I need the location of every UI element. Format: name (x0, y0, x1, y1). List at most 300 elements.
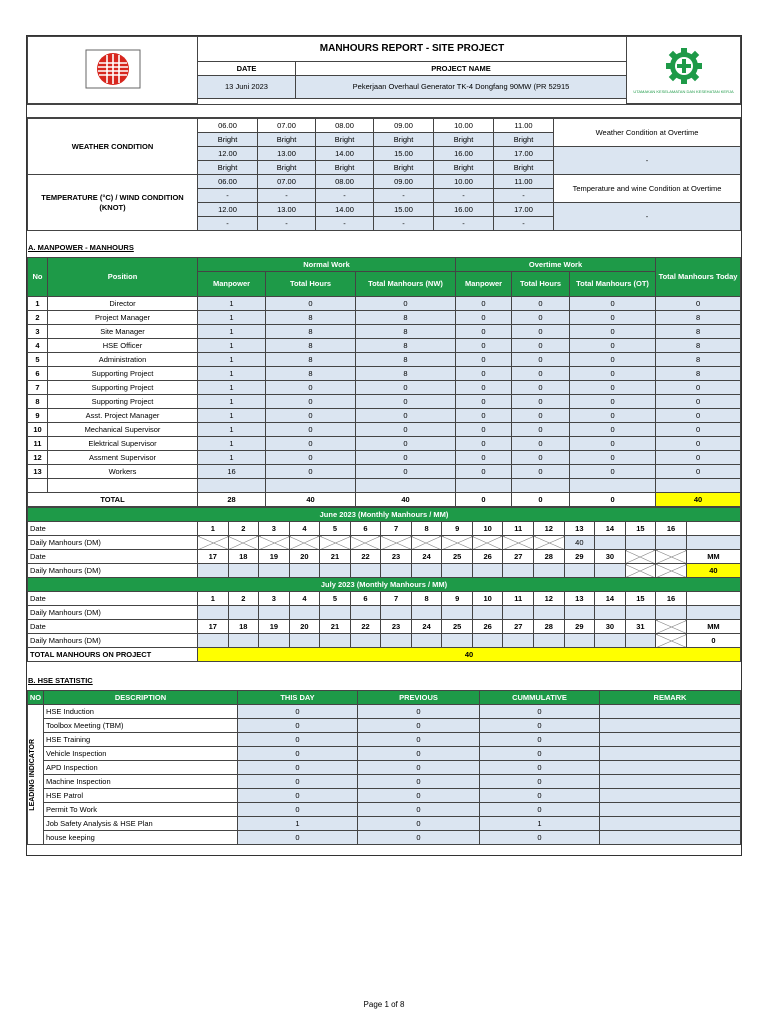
temp-time: 13.00 (258, 203, 316, 217)
daily-manhours-value (595, 536, 626, 550)
day-number: 17 (198, 620, 229, 634)
section-manpower-title: A. MANPOWER - MANHOURS (28, 243, 134, 252)
row-total-ot: 0 (570, 367, 656, 381)
daily-manhours-value (289, 634, 320, 648)
day-number: 26 (472, 550, 503, 564)
weather-condition: Bright (434, 133, 494, 147)
total-project-value: 40 (198, 648, 741, 662)
weather-condition: Bright (258, 161, 316, 175)
daily-manhours-value (350, 536, 381, 550)
temp-time: 10.00 (434, 175, 494, 189)
hse-cumulative: 0 (480, 803, 600, 817)
leading-indicator-cell (28, 705, 44, 845)
hse-this-day: 0 (238, 831, 358, 845)
day-number: 11 (503, 592, 534, 606)
daily-manhours-value (534, 634, 565, 648)
temp-value: - (258, 189, 316, 203)
mm-label: MM (686, 620, 740, 634)
row-manpower: 1 (198, 367, 266, 381)
temp-time: 12.00 (198, 203, 258, 217)
temp-value: - (258, 217, 316, 231)
row-total-hours-ot: 0 (512, 381, 570, 395)
row-total-today: 8 (656, 367, 741, 381)
daily-manhours-value (259, 634, 290, 648)
temp-time: 15.00 (374, 203, 434, 217)
row-total-hours: 8 (266, 325, 356, 339)
hse-previous: 0 (358, 733, 480, 747)
temperature-label: TEMPERATURE (°C) / WIND CONDITION (KNOT) (28, 175, 198, 231)
month-title-row (28, 578, 741, 592)
temp-overtime-value: - (554, 203, 741, 231)
hse-this-day: 1 (238, 817, 358, 831)
day-number: 14 (595, 592, 626, 606)
hse-col-no: NO (28, 691, 44, 705)
hse-table (27, 690, 741, 845)
row-no: 6 (28, 367, 48, 381)
daily-manhours-label: Daily Manhours (DM) (28, 606, 198, 620)
row-manpower-ot: 0 (456, 325, 512, 339)
row-total-hours: 0 (266, 465, 356, 479)
hse-previous: 0 (358, 705, 480, 719)
row-total-hours-ot: 0 (512, 465, 570, 479)
daily-manhours-value (625, 606, 656, 620)
daily-manhours-value (411, 536, 442, 550)
row-manpower: 1 (198, 353, 266, 367)
row-manpower: 1 (198, 437, 266, 451)
daily-manhours-value (381, 634, 412, 648)
day-number: 26 (472, 620, 503, 634)
hse-previous: 0 (358, 775, 480, 789)
temp-value: - (198, 217, 258, 231)
row-total-ot: 0 (570, 465, 656, 479)
daily-manhours-value (472, 536, 503, 550)
date-label: DATE (198, 62, 296, 76)
weather-time: 06.00 (198, 119, 258, 133)
daily-manhours-value (472, 606, 503, 620)
hse-this-day: 0 (238, 803, 358, 817)
row-no: 8 (28, 395, 48, 409)
daily-manhours-value (625, 564, 656, 578)
weather-time: 08.00 (316, 119, 374, 133)
col-position: Position (48, 258, 198, 297)
weather-time: 17.00 (494, 147, 554, 161)
weather-table (27, 118, 741, 231)
day-number: 27 (503, 620, 534, 634)
row-total-ot: 0 (570, 311, 656, 325)
row-total-hours: 0 (266, 395, 356, 409)
row-manpower: 1 (198, 325, 266, 339)
row-position: Asst. Project Manager (48, 409, 198, 423)
row-total-today: 0 (656, 409, 741, 423)
daily-manhours-value (656, 634, 687, 648)
row-total-ot: 0 (570, 381, 656, 395)
mm-value: 0 (686, 634, 740, 648)
day-number: 6 (350, 592, 381, 606)
daily-manhours-value (595, 634, 626, 648)
daily-manhours-value (442, 606, 473, 620)
day-number: 25 (442, 620, 473, 634)
day-number: 13 (564, 592, 595, 606)
col-no: No (28, 258, 48, 297)
weather-time: 16.00 (434, 147, 494, 161)
hse-description: Vehicle Inspection (44, 747, 238, 761)
day-number: 17 (198, 550, 229, 564)
row-no: 1 (28, 297, 48, 311)
row-manpower-ot: 0 (456, 297, 512, 311)
day-number: 30 (595, 620, 626, 634)
hse-description: Permit To Work (44, 803, 238, 817)
day-number: 27 (503, 550, 534, 564)
day-number: 12 (534, 592, 565, 606)
report-sheet (26, 35, 742, 856)
daily-manhours-value (228, 634, 259, 648)
date-label: Date (28, 550, 198, 564)
row-manpower: 1 (198, 381, 266, 395)
weather-time: 11.00 (494, 119, 554, 133)
row-total-ot: 0 (570, 437, 656, 451)
row-manpower: 1 (198, 423, 266, 437)
row-position: Project Manager (48, 311, 198, 325)
row-total-ot: 0 (570, 423, 656, 437)
row-no: 7 (28, 381, 48, 395)
manpower-row (28, 423, 741, 437)
row-no: 13 (28, 465, 48, 479)
hse-row (28, 733, 741, 747)
weather-label: WEATHER CONDITION (28, 119, 198, 175)
day-number: 15 (625, 522, 656, 536)
row-manpower: 1 (198, 451, 266, 465)
weather-condition: Bright (494, 133, 554, 147)
daily-manhours-value (289, 536, 320, 550)
row-total-hours-ot: 0 (512, 395, 570, 409)
hse-rows (28, 705, 741, 845)
day-number: 19 (259, 550, 290, 564)
hse-cumulative: 0 (480, 775, 600, 789)
row-total-ot: 0 (570, 451, 656, 465)
hse-previous: 0 (358, 761, 480, 775)
row-total-ot: 0 (570, 353, 656, 367)
daily-manhours-value (442, 634, 473, 648)
day-number: 5 (320, 592, 351, 606)
temp-value: - (434, 217, 494, 231)
day-number: 2 (228, 592, 259, 606)
col-total-hours: Total Hours (266, 272, 356, 297)
hse-cumulative: 0 (480, 747, 600, 761)
daily-manhours-value (564, 606, 595, 620)
hse-remark (600, 705, 741, 719)
row-total-today: 8 (656, 311, 741, 325)
row-total-hours-ot: 0 (512, 339, 570, 353)
row-position: Supporting Project (48, 381, 198, 395)
row-total-ot: 0 (570, 409, 656, 423)
daily-manhours-value (350, 606, 381, 620)
temp-value: - (316, 189, 374, 203)
manpower-row (28, 325, 741, 339)
manpower-row (28, 451, 741, 465)
daily-manhours-value (595, 564, 626, 578)
hse-this-day: 0 (238, 719, 358, 733)
hse-previous: 0 (358, 831, 480, 845)
day-spacer (686, 522, 740, 536)
row-total-hours: 0 (266, 409, 356, 423)
row-no: 11 (28, 437, 48, 451)
col-total-nw: Total Manhours (NW) (356, 272, 456, 297)
header-table (27, 36, 741, 104)
day-number: 23 (381, 620, 412, 634)
date-label: Date (28, 592, 198, 606)
daily-manhours-value (198, 564, 229, 578)
row-position: Supporting Project (48, 395, 198, 409)
manpower-row (28, 297, 741, 311)
day-number: 28 (534, 620, 565, 634)
day-number: 22 (350, 620, 381, 634)
temp-time: 08.00 (316, 175, 374, 189)
row-manpower: 1 (198, 297, 266, 311)
hse-this-day: 0 (238, 761, 358, 775)
manpower-row (28, 465, 741, 479)
day-number: 6 (350, 522, 381, 536)
row-manpower: 1 (198, 339, 266, 353)
temp-time: 06.00 (198, 175, 258, 189)
weather-time: 07.00 (258, 119, 316, 133)
hse-row (28, 831, 741, 845)
col-overtime-work: Overtime Work (456, 258, 656, 272)
day-number: 25 (442, 550, 473, 564)
row-manpower-ot: 0 (456, 465, 512, 479)
row-position: Site Manager (48, 325, 198, 339)
weather-overtime-value: - (554, 147, 741, 175)
day-number: 15 (625, 592, 656, 606)
col-manpower-ot: Manpower (456, 272, 512, 297)
manpower-row (28, 395, 741, 409)
day-number: 30 (595, 550, 626, 564)
row-no: 12 (28, 451, 48, 465)
daily-manhours-value (595, 606, 626, 620)
daily-manhours-value (656, 536, 687, 550)
weather-condition: Bright (316, 161, 374, 175)
date-label: Date (28, 620, 198, 634)
row-total-hours: 0 (266, 423, 356, 437)
row-total-nw: 8 (356, 339, 456, 353)
hse-previous: 0 (358, 817, 480, 831)
row-total-hours-ot: 0 (512, 437, 570, 451)
manpower-row (28, 311, 741, 325)
weather-time: 09.00 (374, 119, 434, 133)
daily-manhours-value (198, 536, 229, 550)
temp-value: - (494, 217, 554, 231)
row-position: Administration (48, 353, 198, 367)
row-total-hours: 8 (266, 339, 356, 353)
row-manpower-ot: 0 (456, 423, 512, 437)
hse-cumulative: 0 (480, 705, 600, 719)
hse-row (28, 719, 741, 733)
daily-manhours-value (442, 536, 473, 550)
hse-description: house keeping (44, 831, 238, 845)
k3-safety-cross-icon (664, 46, 704, 86)
daily-manhours-value (259, 564, 290, 578)
hse-col-description: DESCRIPTION (44, 691, 238, 705)
leading-indicator-label: LEADING INDICATOR (29, 738, 36, 811)
row-no: 2 (28, 311, 48, 325)
day-number: 20 (289, 620, 320, 634)
manpower-row (28, 381, 741, 395)
col-total-hours-ot: Total Hours (512, 272, 570, 297)
daily-manhours-label: Daily Manhours (DM) (28, 536, 198, 550)
day-number: 1 (198, 522, 229, 536)
weather-condition: Bright (374, 133, 434, 147)
day-number: 9 (442, 592, 473, 606)
hse-cumulative: 0 (480, 789, 600, 803)
manpower-row (28, 353, 741, 367)
row-total-nw: 0 (356, 451, 456, 465)
day-number (656, 550, 687, 564)
temp-value: - (494, 189, 554, 203)
total-hours-ot: 0 (512, 493, 570, 507)
day-number: 9 (442, 522, 473, 536)
day-number: 21 (320, 620, 351, 634)
manpower-table (27, 257, 741, 507)
row-total-ot: 0 (570, 339, 656, 353)
daily-manhours-value (228, 606, 259, 620)
day-number: 7 (381, 592, 412, 606)
row-total-hours: 0 (266, 297, 356, 311)
hse-remark (600, 733, 741, 747)
weather-condition: Bright (198, 161, 258, 175)
k3-caption: UTAMAKAN KESELAMATAN DAN KESEHATAN KERJA (633, 89, 734, 94)
hse-previous: 0 (358, 719, 480, 733)
daily-manhours-value (350, 564, 381, 578)
temp-time: 17.00 (494, 203, 554, 217)
temp-value: - (434, 189, 494, 203)
total-manpower-ot: 0 (456, 493, 512, 507)
temp-value: - (198, 189, 258, 203)
hse-remark (600, 803, 741, 817)
day-number: 12 (534, 522, 565, 536)
row-total-hours-ot: 0 (512, 325, 570, 339)
k3-logo-cell (627, 37, 741, 104)
temp-time: 07.00 (258, 175, 316, 189)
row-position: Elektrical Supervisor (48, 437, 198, 451)
hse-description: HSE Induction (44, 705, 238, 719)
total-today: 40 (656, 493, 741, 507)
hse-previous: 0 (358, 789, 480, 803)
day-number: 16 (656, 592, 687, 606)
day-number: 3 (259, 592, 290, 606)
weather-condition: Bright (316, 133, 374, 147)
day-number: 4 (289, 592, 320, 606)
day-number: 22 (350, 550, 381, 564)
day-number: 29 (564, 620, 595, 634)
hse-remark (600, 775, 741, 789)
daily-manhours-value (411, 606, 442, 620)
mm-label: MM (686, 550, 740, 564)
row-total-hours: 8 (266, 353, 356, 367)
day-number: 24 (411, 550, 442, 564)
row-manpower-ot: 0 (456, 437, 512, 451)
day-number: 10 (472, 522, 503, 536)
row-total-today: 0 (656, 423, 741, 437)
daily-manhours-value (411, 634, 442, 648)
row-position: Supporting Project (48, 367, 198, 381)
daily-manhours-value (259, 536, 290, 550)
row-total-hours-ot: 0 (512, 297, 570, 311)
row-total-today: 0 (656, 395, 741, 409)
daily-manhours-value (381, 564, 412, 578)
row-no: 10 (28, 423, 48, 437)
day-number (625, 550, 656, 564)
weather-condition: Bright (374, 161, 434, 175)
total-ot: 0 (570, 493, 656, 507)
mm-value: 40 (686, 564, 740, 578)
daily-manhours-value (198, 606, 229, 620)
day-number: 28 (534, 550, 565, 564)
daily-manhours-value (320, 536, 351, 550)
total-nw: 40 (356, 493, 456, 507)
day-number: 29 (564, 550, 595, 564)
daily-manhours-value (259, 606, 290, 620)
weather-condition: Bright (198, 133, 258, 147)
row-no: 3 (28, 325, 48, 339)
day-number: 31 (625, 620, 656, 634)
row-total-hours: 8 (266, 367, 356, 381)
hse-this-day: 0 (238, 733, 358, 747)
hse-this-day: 0 (238, 789, 358, 803)
row-total-today: 0 (656, 465, 741, 479)
hse-remark (600, 831, 741, 845)
row-total-today: 8 (656, 339, 741, 353)
temp-value: - (374, 217, 434, 231)
hse-description: HSE Training (44, 733, 238, 747)
day-number: 21 (320, 550, 351, 564)
row-total-today: 0 (656, 297, 741, 311)
daily-manhours-label: Daily Manhours (DM) (28, 564, 198, 578)
june-title: June 2023 (Monthly Manhours / MM) (28, 508, 741, 522)
row-total-hours: 8 (266, 311, 356, 325)
hse-description: HSE Patrol (44, 789, 238, 803)
hse-description: Machine Inspection (44, 775, 238, 789)
hse-this-day: 0 (238, 747, 358, 761)
row-manpower-ot: 0 (456, 451, 512, 465)
day-number: 8 (411, 522, 442, 536)
row-total-nw: 0 (356, 297, 456, 311)
daily-manhours-value (289, 606, 320, 620)
row-total-ot: 0 (570, 297, 656, 311)
daily-manhours-value (625, 634, 656, 648)
weather-overtime-label: Weather Condition at Overtime (554, 119, 741, 147)
daily-manhours-value (228, 536, 259, 550)
temp-value: - (374, 189, 434, 203)
daily-manhours-value (534, 536, 565, 550)
row-no: 4 (28, 339, 48, 353)
dm-spacer (686, 606, 740, 620)
daily-manhours-value: 40 (564, 536, 595, 550)
hse-row (28, 747, 741, 761)
hse-remark (600, 761, 741, 775)
day-number: 18 (228, 620, 259, 634)
hse-this-day: 0 (238, 705, 358, 719)
day-number: 16 (656, 522, 687, 536)
temp-time: 11.00 (494, 175, 554, 189)
june-section (28, 508, 741, 578)
row-manpower-ot: 0 (456, 353, 512, 367)
row-total-today: 8 (656, 353, 741, 367)
daily-manhours-value (625, 536, 656, 550)
daily-manhours-value (289, 564, 320, 578)
hse-remark (600, 789, 741, 803)
hse-col-cumulative: CUMMULATIVE (480, 691, 600, 705)
row-position: Director (48, 297, 198, 311)
day-number: 7 (381, 522, 412, 536)
